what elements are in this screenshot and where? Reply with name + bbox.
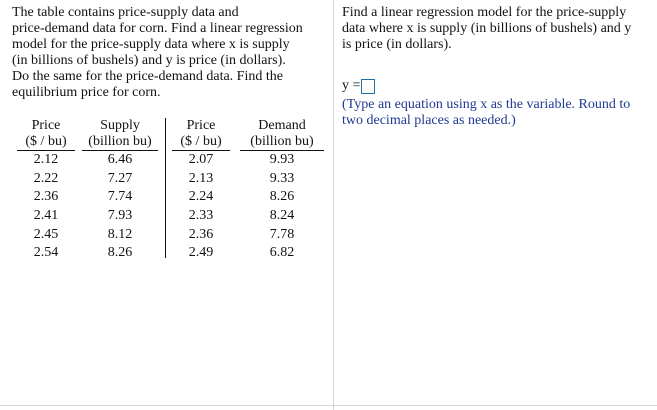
problem-line: Do the same for the price-demand data. Find the <box>12 69 283 84</box>
header-unit: (billion bu) <box>250 134 314 149</box>
table-cell: 2.33 <box>188 208 214 224</box>
problem-line: The table contains price-supply data and <box>12 5 239 20</box>
problem-line: model for the price-supply data where x is supply <box>12 37 290 52</box>
problem-pane <box>12 5 328 261</box>
table-cell: 2.36 <box>188 226 214 242</box>
supply-price-column <box>17 118 75 263</box>
question-line: is price (in dollars). <box>342 37 452 52</box>
table-cell: 2.22 <box>33 170 59 186</box>
table-divider <box>165 118 166 258</box>
header-line: Price <box>31 118 61 133</box>
table-cell: 2.45 <box>33 226 59 242</box>
header-line: Price <box>186 118 216 133</box>
instruction-line: (Type an equation using x as the variable. Round to <box>342 97 631 112</box>
answer-input[interactable] <box>361 79 375 94</box>
table-cell: 6.82 <box>269 245 295 261</box>
header-line: Supply <box>100 118 140 133</box>
table-cell: 8.12 <box>107 226 133 242</box>
instruction-line: two decimal places as needed.) <box>342 113 516 128</box>
table-cell: 2.07 <box>188 152 214 167</box>
bottom-divider <box>0 405 657 406</box>
column-header <box>17 118 75 151</box>
table-cell: 9.33 <box>269 170 295 186</box>
table-cell: 7.74 <box>107 189 133 205</box>
instruction-text <box>342 97 654 129</box>
header-unit: ($ / bu) <box>180 134 222 149</box>
column-header <box>82 118 158 151</box>
question-text <box>342 5 654 53</box>
table-cell: 9.93 <box>269 152 295 167</box>
table-cell: 8.24 <box>269 208 295 224</box>
table-cell: 2.54 <box>33 245 59 261</box>
problem-line: price-demand data for corn. Find a linear regression <box>12 21 303 36</box>
problem-statement <box>12 5 328 101</box>
pane-divider <box>333 0 334 410</box>
table-cell: 7.93 <box>107 208 133 224</box>
table-cell: 2.36 <box>33 189 59 205</box>
table-cell: 6.46 <box>107 152 133 167</box>
question-line: data where x is supply (in billions of bushels) and y <box>342 21 632 36</box>
table-cell: 2.49 <box>188 245 214 261</box>
header-line: Demand <box>258 118 306 133</box>
answer-row <box>342 77 654 95</box>
table-cell: 7.27 <box>107 170 133 186</box>
table-cell: 7.78 <box>269 226 295 242</box>
supply-column <box>82 118 158 263</box>
table-cell: 8.26 <box>269 189 295 205</box>
table-cell: 8.26 <box>107 245 133 261</box>
demand-price-column <box>172 118 230 263</box>
question-line: Find a linear regression model for the price-supply <box>342 5 627 20</box>
answer-prefix: y = <box>342 78 361 93</box>
header-unit: (billion bu) <box>88 134 152 149</box>
table-cell: 2.13 <box>188 170 214 186</box>
problem-line: equilibrium price for corn. <box>12 85 161 100</box>
table-cell: 2.41 <box>33 208 59 224</box>
header-unit: ($ / bu) <box>25 134 67 149</box>
column-header <box>240 118 324 151</box>
demand-column <box>240 118 324 263</box>
table-cell: 2.24 <box>188 189 214 205</box>
table-cell: 2.12 <box>33 152 59 167</box>
column-header <box>172 118 230 151</box>
data-table <box>12 118 328 261</box>
problem-line: (in billions of bushels) and y is price (in dollars). <box>12 53 286 68</box>
answer-pane <box>342 5 654 129</box>
